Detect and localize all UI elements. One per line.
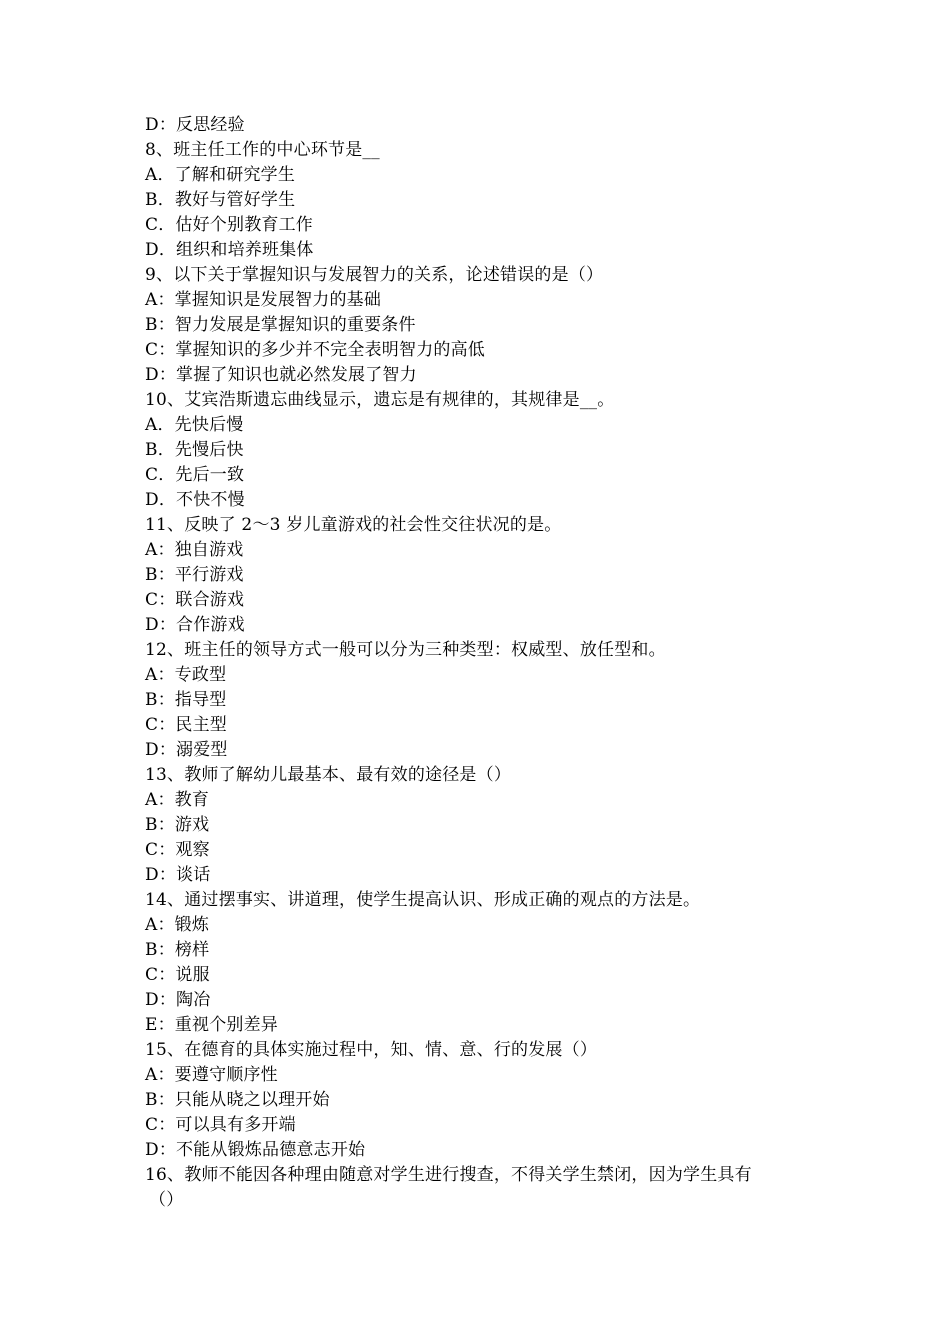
question-10-option-a: A．先快后慢 [145,415,244,435]
question-9-option-a: A：掌握知识是发展智力的基础 [145,290,382,310]
question-14: 14、通过摆事实、讲道理，使学生提高认识、形成正确的观点的方法是。 [145,890,701,910]
question-10-option-b: B．先慢后快 [145,440,244,460]
question-15-option-c: C：可以具有多开端 [145,1115,296,1135]
question-16-continuation: （） [149,1190,184,1210]
question-9-option-d: D：掌握了知识也就必然发展了智力 [145,365,417,385]
question-12-option-a: A：专政型 [145,665,227,685]
question-11-option-d: D：合作游戏 [145,615,245,635]
question-13-option-b: B：游戏 [145,815,210,835]
question-15-option-d: D：不能从锻炼品德意志开始 [145,1140,366,1160]
question-8-option-c: C．估好个别教育工作 [145,215,314,235]
question-13-option-c: C：观察 [145,840,210,860]
question-14-option-e: E：重视个别差异 [145,1015,279,1035]
question-13-option-a: A：教育 [145,790,210,810]
question-15-option-b: B：只能从晓之以理开始 [145,1090,330,1110]
question-13-option-d: D：谈话 [145,865,211,885]
question-9-option-c: C：掌握知识的多少并不完全表明智力的高低 [145,340,486,360]
question-10-option-c: C．先后一致 [145,465,245,485]
question-13: 13、教师了解幼儿最基本、最有效的途径是（） [145,765,512,785]
question-12: 12、班主任的领导方式一般可以分为三种类型：权威型、放任型和。 [145,640,666,660]
question-14-option-d: D：陶冶 [145,990,211,1010]
question-11: 11、反映了 2～3 岁儿童游戏的社会性交往状况的是。 [145,515,562,535]
question-16: 16、教师不能因各种理由随意对学生进行搜查，不得关学生禁闭，因为学生具有 [145,1165,752,1185]
question-11-option-b: B：平行游戏 [145,565,244,585]
question-9-option-b: B：智力发展是掌握知识的重要条件 [145,315,416,335]
question-10-option-d: D．不快不慢 [145,490,245,510]
question-8-option-d: D．组织和培养班集体 [145,240,314,260]
question-14-option-b: B：榜样 [145,940,210,960]
question-11-option-c: C：联合游戏 [145,590,245,610]
question-15-option-a: A：要遵守顺序性 [145,1065,278,1085]
question-text-block [145,113,825,1213]
question-8-option-b: B．教好与管好学生 [145,190,296,210]
question-12-option-d: D：溺爱型 [145,740,228,760]
text-line: D：反思经验 [145,115,245,135]
question-11-option-a: A：独自游戏 [145,540,244,560]
question-10: 10、艾宾浩斯遗忘曲线显示，遗忘是有规律的，其规律是__。 [145,390,615,410]
question-8: 8、班主任工作的中心环节是__ [145,140,380,160]
question-12-option-b: B：指导型 [145,690,227,710]
question-14-option-a: A：锻炼 [145,915,210,935]
question-9: 9、以下关于掌握知识与发展智力的关系，论述错误的是（） [145,265,604,285]
question-14-option-c: C：说服 [145,965,210,985]
question-8-option-a: A．了解和研究学生 [145,165,296,185]
question-12-option-c: C：民主型 [145,715,228,735]
question-15: 15、在德育的具体实施过程中，知、情、意、行的发展（） [145,1040,598,1060]
